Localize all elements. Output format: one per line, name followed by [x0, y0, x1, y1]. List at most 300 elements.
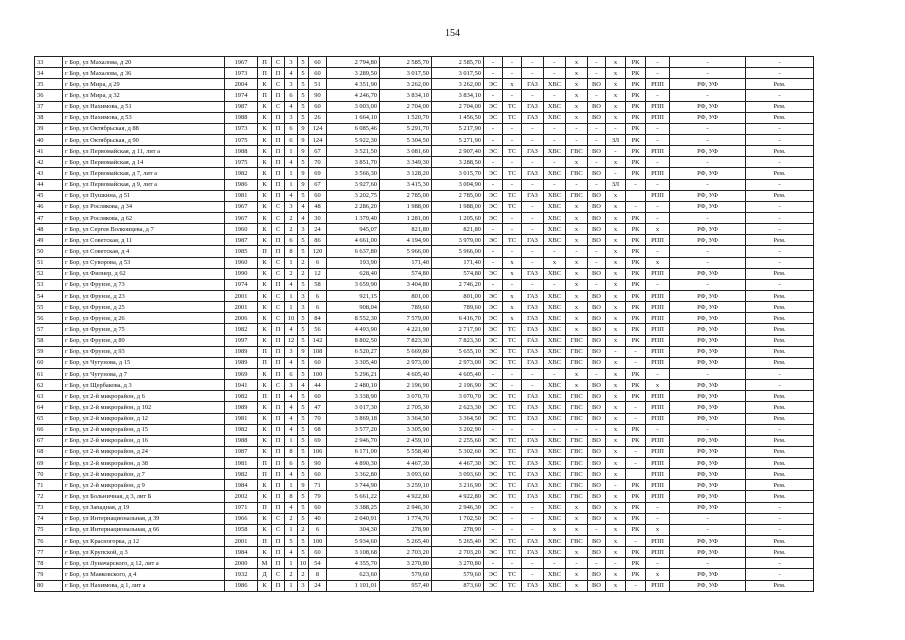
cell-residential-area: 574,80 [432, 268, 484, 279]
cell-electricity: ЭС [484, 335, 503, 346]
table-row [35, 480, 814, 491]
cell-residential-area: 3 004,90 [432, 179, 484, 190]
cell-apartments: 70 [309, 413, 327, 424]
cell-repair-capital: РК [626, 90, 646, 101]
table-row [35, 179, 814, 190]
cell-heating: - [503, 123, 522, 134]
cell-cold-water: - [544, 279, 566, 290]
cell-entrances: 4 [285, 469, 298, 480]
cell-cold-water: - [544, 157, 566, 168]
cell-repair-status: РПП [646, 235, 670, 246]
cell-row-number: 39 [35, 123, 63, 134]
cell-heating: ТС [503, 335, 522, 346]
cell-hot-water: ГВС [566, 458, 588, 469]
cell-living-area: 3 364,50 [380, 413, 432, 424]
cell-apartments: 51 [309, 79, 327, 90]
cell-repair-status: - [646, 57, 670, 68]
cell-hot-water: ГВС [566, 168, 588, 179]
cell-floors: 5 [298, 90, 309, 101]
cell-apartments: 6 [309, 290, 327, 301]
cell-sewerage: ВО [588, 235, 606, 246]
cell-gas: ГАЗ [522, 190, 544, 201]
cell-building-group: С [272, 313, 285, 324]
cell-gas: ГАЗ [522, 446, 544, 457]
cell-floors: 5 [298, 190, 309, 201]
cell-year-built: 1969 [225, 368, 258, 379]
cell-wall-type: П [258, 68, 272, 79]
cell-repair-facade: РФ, УФ [670, 413, 746, 424]
cell-cold-water: ХВС [544, 380, 566, 391]
cell-garbage-chute: х [606, 190, 626, 201]
cell-repair-capital: РК [626, 146, 646, 157]
cell-apartments: 70 [309, 157, 327, 168]
cell-residential-area: 5 655,10 [432, 346, 484, 357]
cell-building-group: П [272, 491, 285, 502]
cell-living-area: 2 705,30 [380, 402, 432, 413]
cell-electricity: ЭС [484, 569, 503, 580]
cell-apartments: 60 [309, 547, 327, 558]
cell-wall-type: К [258, 324, 272, 335]
cell-repair-capital: РК [626, 513, 646, 524]
cell-total-area: 3 659,90 [327, 279, 380, 290]
cell-heating: ТС [503, 536, 522, 547]
cell-cold-water: х [544, 524, 566, 535]
table-row [35, 168, 814, 179]
cell-floors: 5 [298, 112, 309, 123]
cell-repair-note: - [746, 224, 814, 235]
cell-year-built: 1981 [225, 458, 258, 469]
cell-sewerage: ВО [588, 335, 606, 346]
cell-repair-capital: РК [626, 480, 646, 491]
cell-repair-status: - [646, 90, 670, 101]
cell-wall-type: П [258, 536, 272, 547]
cell-apartments: 69 [309, 168, 327, 179]
cell-entrances: 3 [285, 201, 298, 212]
cell-gas: ГАЗ [522, 580, 544, 591]
cell-entrances: 4 [285, 157, 298, 168]
cell-entrances: 1 [285, 435, 298, 446]
cell-repair-note: Рем. [746, 435, 814, 446]
cell-hot-water: х [566, 368, 588, 379]
cell-repair-facade: РФ, УФ [670, 380, 746, 391]
cell-residential-area: 5 265,40 [432, 536, 484, 547]
housing-stock-table [34, 56, 814, 592]
cell-floors: 5 [298, 391, 309, 402]
cell-gas: - [522, 513, 544, 524]
cell-apartments: 40 [309, 513, 327, 524]
cell-garbage-chute: х [606, 391, 626, 402]
cell-repair-capital: - [626, 458, 646, 469]
cell-electricity: ЭС [484, 380, 503, 391]
cell-building-group: П [272, 402, 285, 413]
cell-gas: - [522, 502, 544, 513]
cell-repair-capital: РК [626, 68, 646, 79]
cell-repair-capital: РК [626, 212, 646, 223]
cell-entrances: 4 [285, 502, 298, 513]
cell-sewerage: ВО [588, 346, 606, 357]
cell-garbage-chute: х [606, 268, 626, 279]
cell-apartments: 90 [309, 458, 327, 469]
cell-repair-capital: РК [626, 290, 646, 301]
cell-living-area: 3 305,90 [380, 424, 432, 435]
cell-garbage-chute: х [606, 458, 626, 469]
cell-building-group: П [272, 458, 285, 469]
cell-floors: 9 [298, 146, 309, 157]
cell-living-area: 3 415,30 [380, 179, 432, 190]
table-row [35, 435, 814, 446]
cell-heating: - [503, 524, 522, 535]
cell-total-area: 5 922,30 [327, 134, 380, 145]
cell-entrances: 6 [285, 134, 298, 145]
cell-electricity: ЭС [484, 513, 503, 524]
cell-electricity: - [484, 157, 503, 168]
cell-building-group: П [272, 357, 285, 368]
cell-repair-capital: РК [626, 134, 646, 145]
cell-address: г Бор, ул Чугунова, д 7 [63, 368, 225, 379]
cell-hot-water: х [566, 502, 588, 513]
cell-address: г Бор, ул 2-й микрорайон, д 7 [63, 469, 225, 480]
cell-cold-water: ХВС [544, 547, 566, 558]
cell-repair-note: Рем. [746, 391, 814, 402]
cell-living-area: 3 262,00 [380, 79, 432, 90]
cell-electricity: - [484, 524, 503, 535]
cell-row-number: 50 [35, 246, 63, 257]
cell-residential-area: 2 973,00 [432, 357, 484, 368]
cell-repair-note: Рем. [746, 79, 814, 90]
cell-electricity: ЭС [484, 346, 503, 357]
cell-wall-type: К [258, 190, 272, 201]
cell-building-group: П [272, 190, 285, 201]
cell-repair-facade: - [670, 368, 746, 379]
cell-total-area: 2 480,10 [327, 380, 380, 391]
cell-address: г Бор, ул Интернациональная, д 39 [63, 513, 225, 524]
cell-gas: ГАЗ [522, 290, 544, 301]
cell-sewerage: - [588, 246, 606, 257]
cell-electricity: - [484, 123, 503, 134]
cell-cold-water: ХВС [544, 290, 566, 301]
cell-entrances: 6 [285, 90, 298, 101]
cell-cold-water: - [544, 424, 566, 435]
cell-sewerage: ВО [588, 324, 606, 335]
cell-apartments: 60 [309, 190, 327, 201]
cell-hot-water: х [566, 313, 588, 324]
cell-repair-capital: - [626, 446, 646, 457]
cell-cold-water: ХВС [544, 79, 566, 90]
cell-total-area: 2 040,91 [327, 513, 380, 524]
cell-floors: 3 [298, 290, 309, 301]
cell-heating: ТС [503, 357, 522, 368]
cell-floors: 3 [298, 224, 309, 235]
cell-electricity: ЭС [484, 391, 503, 402]
cell-building-group: П [272, 235, 285, 246]
cell-wall-type: К [258, 446, 272, 457]
cell-hot-water: - [566, 424, 588, 435]
cell-gas: ГАЗ [522, 458, 544, 469]
cell-floors: 5 [298, 157, 309, 168]
cell-repair-note: Рем. [746, 580, 814, 591]
cell-gas: - [522, 246, 544, 257]
cell-entrances: 4 [285, 424, 298, 435]
cell-cold-water: ХВС [544, 346, 566, 357]
cell-sewerage: - [588, 257, 606, 268]
cell-repair-note: Рем. [746, 413, 814, 424]
cell-electricity: ЭС [484, 112, 503, 123]
cell-row-number: 80 [35, 580, 63, 591]
cell-wall-type: К [258, 335, 272, 346]
cell-heating: - [503, 212, 522, 223]
cell-cold-water: ХВС [544, 458, 566, 469]
cell-apartments: 24 [309, 580, 327, 591]
cell-repair-facade: РФ, УФ [670, 547, 746, 558]
cell-year-built: 1966 [225, 513, 258, 524]
cell-heating: ТС [503, 446, 522, 457]
cell-repair-note: Рем. [746, 536, 814, 547]
cell-gas: ГАЗ [522, 313, 544, 324]
cell-wall-type: П [258, 458, 272, 469]
cell-apartments: 12 [309, 268, 327, 279]
cell-heating: ТС [503, 458, 522, 469]
cell-apartments: 6 [309, 524, 327, 535]
cell-repair-note: - [746, 279, 814, 290]
cell-residential-area: 789,60 [432, 302, 484, 313]
cell-cold-water: ХВС [544, 502, 566, 513]
cell-repair-status: РПП [646, 480, 670, 491]
cell-residential-area: 1 988,00 [432, 201, 484, 212]
cell-residential-area: 278,90 [432, 524, 484, 535]
cell-residential-area: 3 364,50 [432, 413, 484, 424]
cell-living-area: 3 070,70 [380, 391, 432, 402]
cell-row-number: 74 [35, 513, 63, 524]
cell-repair-status: - [646, 157, 670, 168]
cell-living-area: 5 558,40 [380, 446, 432, 457]
cell-gas: - [522, 57, 544, 68]
cell-wall-type: М [258, 558, 272, 569]
cell-sewerage: ВО [588, 580, 606, 591]
cell-row-number: 52 [35, 268, 63, 279]
cell-total-area: 1 101,01 [327, 580, 380, 591]
cell-floors: 5 [298, 357, 309, 368]
cell-repair-status: РПП [646, 313, 670, 324]
cell-gas: ГАЗ [522, 357, 544, 368]
cell-repair-capital: РК [626, 112, 646, 123]
cell-wall-type: К [258, 524, 272, 535]
cell-living-area: 3 404,80 [380, 279, 432, 290]
cell-row-number: 53 [35, 279, 63, 290]
cell-repair-facade: РФ, УФ [670, 101, 746, 112]
cell-repair-facade: РФ, УФ [670, 335, 746, 346]
cell-repair-facade: РФ, УФ [670, 502, 746, 513]
cell-row-number: 51 [35, 257, 63, 268]
cell-apartments: 44 [309, 380, 327, 391]
cell-electricity: ЭС [484, 146, 503, 157]
cell-address: г Бор, ул 2-й микрорайон, д 15 [63, 424, 225, 435]
cell-residential-area: 579,60 [432, 569, 484, 580]
cell-building-group: П [272, 179, 285, 190]
cell-sewerage: - [588, 368, 606, 379]
cell-repair-note: - [746, 57, 814, 68]
cell-heating: ТС [503, 413, 522, 424]
cell-electricity: ЭС [484, 168, 503, 179]
cell-cold-water: х [544, 257, 566, 268]
cell-address: г Бор, ул Западная, д 19 [63, 502, 225, 513]
table-row [35, 580, 814, 591]
cell-entrances: 1 [285, 580, 298, 591]
cell-apartments: 124 [309, 134, 327, 145]
cell-year-built: 1971 [225, 502, 258, 513]
cell-electricity: ЭС [484, 101, 503, 112]
cell-garbage-chute: х [606, 68, 626, 79]
cell-address: г Бор, ул Советская, д 4 [63, 246, 225, 257]
cell-total-area: 4 493,90 [327, 324, 380, 335]
cell-wall-type: К [258, 491, 272, 502]
cell-living-area: 1 520,70 [380, 112, 432, 123]
cell-apartments: 60 [309, 357, 327, 368]
cell-year-built: 1973 [225, 68, 258, 79]
cell-living-area: 4 467,30 [380, 458, 432, 469]
cell-living-area: 5 669,80 [380, 346, 432, 357]
cell-row-number: 55 [35, 302, 63, 313]
table-body [35, 57, 814, 592]
cell-gas: - [522, 569, 544, 580]
cell-row-number: 57 [35, 324, 63, 335]
cell-address: г Бор, ул Больничная, д 3, лит Б [63, 491, 225, 502]
cell-row-number: 36 [35, 90, 63, 101]
cell-living-area: 2 973,00 [380, 357, 432, 368]
cell-total-area: 3 305,40 [327, 357, 380, 368]
table-row [35, 547, 814, 558]
cell-floors: 5 [298, 424, 309, 435]
cell-floors: 5 [298, 57, 309, 68]
cell-gas: ГАЗ [522, 79, 544, 90]
cell-repair-note: Рем. [746, 112, 814, 123]
cell-total-area: 3 338,90 [327, 391, 380, 402]
cell-hot-water: ГВС [566, 335, 588, 346]
cell-repair-capital: - [626, 413, 646, 424]
cell-sewerage: - [588, 134, 606, 145]
cell-building-group: П [272, 536, 285, 547]
cell-entrances: 4 [285, 413, 298, 424]
cell-residential-area: 801,00 [432, 290, 484, 301]
cell-apartments: 67 [309, 179, 327, 190]
cell-residential-area: 6 416,70 [432, 313, 484, 324]
cell-heating: х [503, 257, 522, 268]
cell-repair-note: Рем. [746, 168, 814, 179]
cell-garbage-chute: х [606, 57, 626, 68]
cell-building-group: П [272, 157, 285, 168]
cell-hot-water: ГВС [566, 391, 588, 402]
cell-gas: ГАЗ [522, 146, 544, 157]
cell-hot-water: х [566, 268, 588, 279]
cell-hot-water: ГВС [566, 346, 588, 357]
cell-apartments: 24 [309, 224, 327, 235]
cell-electricity: ЭС [484, 79, 503, 90]
cell-repair-facade: РФ, УФ [670, 402, 746, 413]
cell-year-built: 1982 [225, 469, 258, 480]
cell-living-area: 4 922,80 [380, 491, 432, 502]
cell-electricity: ЭС [484, 480, 503, 491]
cell-heating: - [503, 368, 522, 379]
cell-gas: - [522, 224, 544, 235]
cell-wall-type: К [258, 157, 272, 168]
cell-repair-status: х [646, 257, 670, 268]
cell-residential-area: 3 979,00 [432, 235, 484, 246]
cell-garbage-chute: х [606, 380, 626, 391]
cell-entrances: 1 [285, 524, 298, 535]
cell-year-built: 1932 [225, 569, 258, 580]
cell-residential-area: 2 623,30 [432, 402, 484, 413]
cell-building-group: С [272, 212, 285, 223]
cell-residential-area: 3 288,50 [432, 157, 484, 168]
cell-wall-type: П [258, 246, 272, 257]
cell-residential-area: 2 703,20 [432, 547, 484, 558]
cell-garbage-chute: х [606, 224, 626, 235]
cell-total-area: 3 577,20 [327, 424, 380, 435]
cell-living-area: 5 966,00 [380, 246, 432, 257]
cell-total-area: 5 934,60 [327, 536, 380, 547]
cell-year-built: 1990 [225, 268, 258, 279]
cell-repair-facade: - [670, 123, 746, 134]
cell-total-area: 4 355,70 [327, 558, 380, 569]
cell-total-area: 8 552,30 [327, 313, 380, 324]
cell-row-number: 62 [35, 380, 63, 391]
cell-residential-area: 3 202,90 [432, 424, 484, 435]
cell-electricity: - [484, 368, 503, 379]
table-row [35, 123, 814, 134]
cell-repair-status: - [646, 424, 670, 435]
cell-apartments: 60 [309, 57, 327, 68]
cell-total-area: 6 171,00 [327, 446, 380, 457]
cell-address: г Бор, ул Советская, д 11 [63, 235, 225, 246]
cell-total-area: 6 637,80 [327, 246, 380, 257]
cell-gas: ГАЗ [522, 268, 544, 279]
cell-floors: 5 [298, 335, 309, 346]
cell-garbage-chute: х [606, 469, 626, 480]
cell-entrances: 4 [285, 190, 298, 201]
cell-year-built: 1974 [225, 90, 258, 101]
cell-entrances: 6 [285, 458, 298, 469]
cell-address: г Бор, ул Нахимова, д 1, лит а [63, 580, 225, 591]
cell-gas: ГАЗ [522, 101, 544, 112]
cell-repair-facade: РФ, УФ [670, 112, 746, 123]
cell-repair-capital: - [626, 402, 646, 413]
cell-address: г Бор, ул 2-й микрорайон, д 38 [63, 458, 225, 469]
cell-hot-water: х [566, 290, 588, 301]
cell-building-group: С [272, 101, 285, 112]
cell-garbage-chute: х [606, 435, 626, 446]
cell-entrances: 1 [285, 302, 298, 313]
table-row [35, 502, 814, 513]
cell-garbage-chute: х [606, 413, 626, 424]
cell-repair-capital [626, 190, 646, 201]
cell-living-area: 3 081,60 [380, 146, 432, 157]
cell-heating: ТС [503, 391, 522, 402]
cell-hot-water: х [566, 112, 588, 123]
cell-total-area: 623,60 [327, 569, 380, 580]
table-row [35, 134, 814, 145]
cell-repair-status: РПП [646, 357, 670, 368]
cell-building-group: П [272, 469, 285, 480]
cell-repair-note: Рем. [746, 469, 814, 480]
cell-year-built: 2006 [225, 313, 258, 324]
cell-repair-facade: РФ, УФ [670, 446, 746, 457]
cell-repair-note: Рем. [746, 357, 814, 368]
cell-repair-note: - [746, 134, 814, 145]
cell-year-built: 1981 [225, 190, 258, 201]
cell-building-group: П [272, 413, 285, 424]
cell-entrances: 6 [285, 235, 298, 246]
table-row [35, 57, 814, 68]
cell-repair-capital: РК [626, 313, 646, 324]
